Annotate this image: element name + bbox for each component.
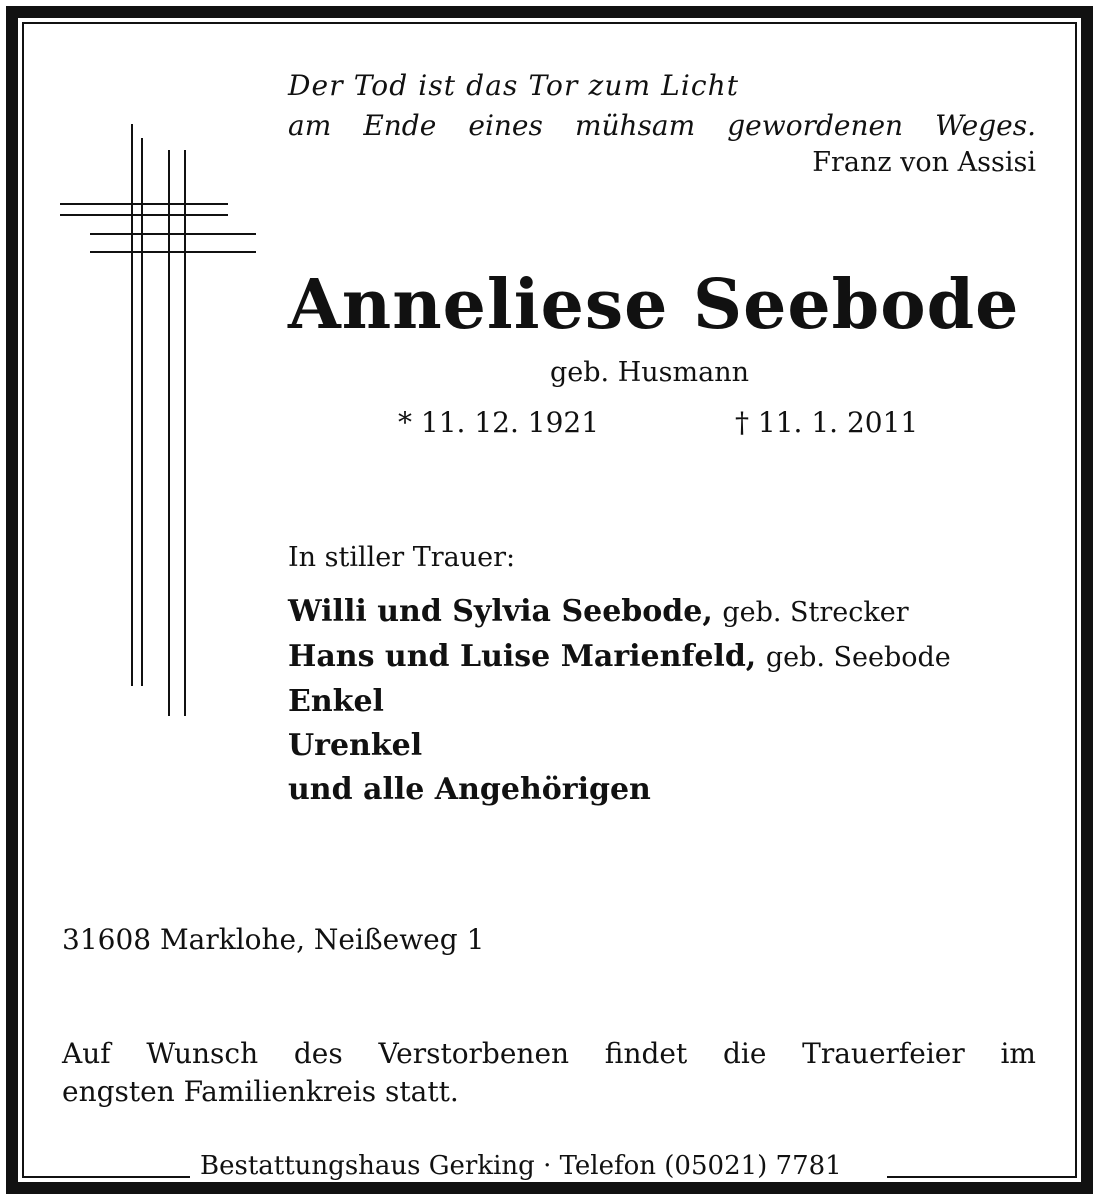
cross-icon (58, 124, 258, 716)
mourner-item (288, 590, 951, 635)
death-date: † 11. 1. 2011 (735, 406, 919, 439)
birth-date: * 11. 12. 1921 (398, 406, 600, 439)
deceased-name: Anneliese Seebode (288, 265, 1020, 345)
notice-line-1: Auf Wunsch des Verstorbenen findet die Trauerfeier im (62, 1037, 1036, 1070)
mourner-item (288, 724, 951, 768)
mourner-item (288, 768, 951, 812)
mourner-item (288, 635, 951, 680)
mourner-name: Enkel (288, 684, 384, 719)
maiden-name: geb. Husmann (550, 357, 749, 388)
mourner-note: geb. Strecker (722, 597, 909, 628)
funeral-notice (62, 1035, 1036, 1111)
quote-line-2: am Ende eines mühsam gewordenen Weges. (288, 109, 1036, 142)
mourners-list (288, 590, 951, 812)
mourning-intro: In stiller Trauer: (288, 542, 516, 573)
notice-line-2: engsten Familienkreis statt. (62, 1075, 459, 1108)
mourner-name: und alle Angehörigen (288, 772, 651, 807)
quote-line-1: Der Tod ist das Tor zum Licht (288, 69, 740, 102)
mourner-note: geb. Seebode (765, 642, 951, 673)
mourner-item (288, 680, 951, 724)
quote-author: Franz von Assisi (812, 147, 1036, 178)
address: 31608 Marklohe, Neißeweg 1 (62, 923, 485, 956)
mourner-name: Urenkel (288, 728, 423, 763)
mourner-name: Hans und Luise Marienfeld, (288, 639, 757, 674)
funeral-home-footer: Bestattungshaus Gerking · Telefon (05021) 7781 (200, 1151, 842, 1181)
mourner-name: Willi und Sylvia Seebode, (288, 594, 713, 629)
